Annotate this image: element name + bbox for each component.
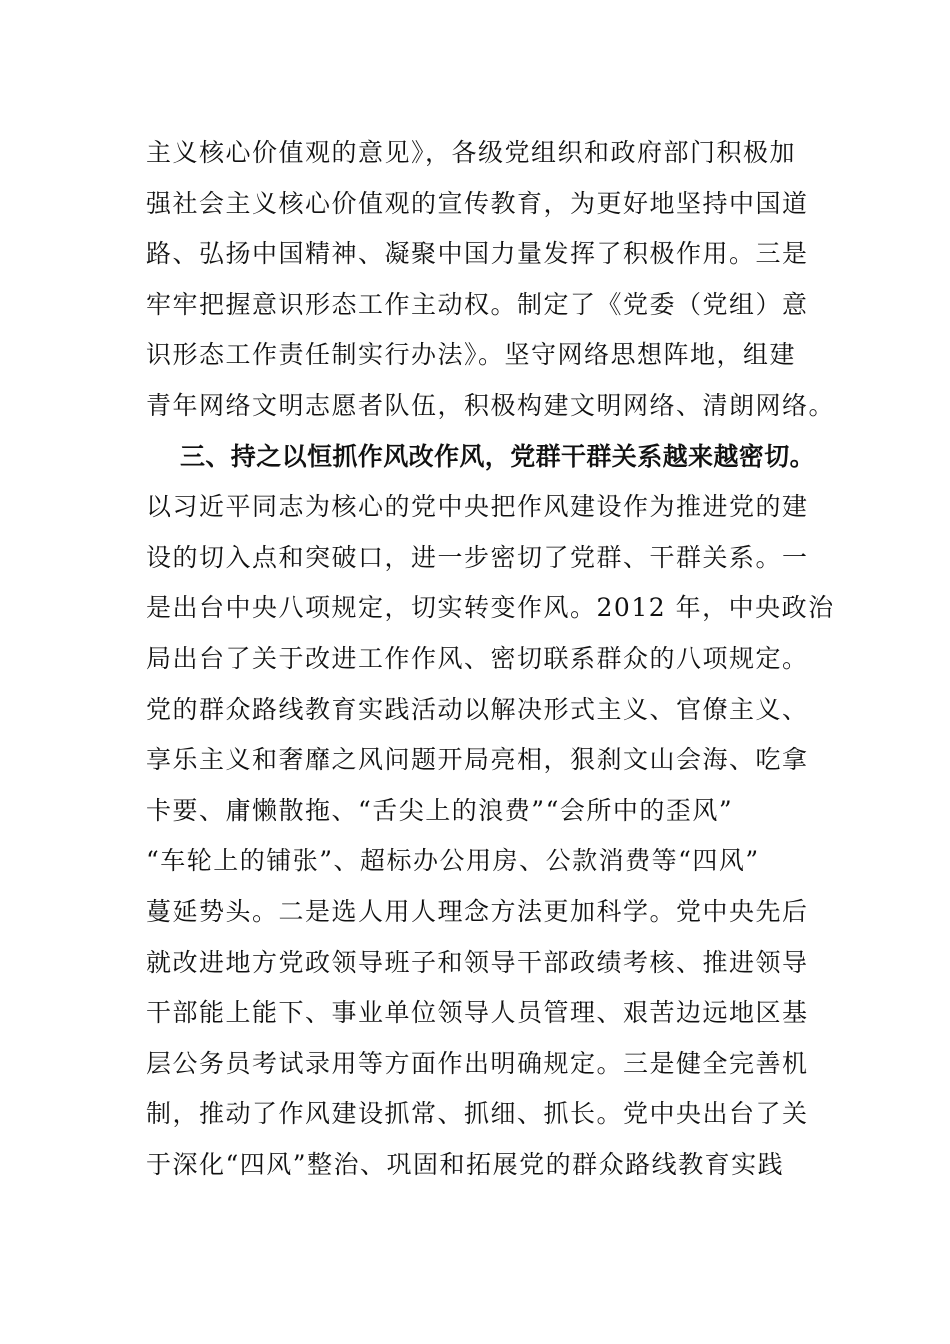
text-line: 青年网络文明志愿者队伍，积极构建文明网络、清朗网络。 <box>146 390 836 420</box>
text-line: 牢牢把握意识形态工作主动权。制定了《党委（党组）意 <box>146 289 809 319</box>
document-body <box>146 128 836 1190</box>
text-line: 路、弘扬中国精神、凝聚中国力量发挥了积极作用。三是 <box>146 239 809 269</box>
text-line: 层公务员考试录用等方面作出明确规定。三是健全完善机 <box>146 1048 809 1078</box>
text-line: 局出台了关于改进工作作风、密切联系群众的八项规定。 <box>146 643 809 673</box>
text-line: 卡要、庸懒散拖、“舌尖上的浪费”“会所中的歪风” <box>146 795 734 825</box>
text-line: 制，推动了作风建设抓常、抓细、抓长。党中央出台了关 <box>146 1099 809 1129</box>
text-line: “车轮上的铺张”、超标办公用房、公款消费等“四风” <box>146 846 760 876</box>
section-heading: 三、持之以恒抓作风改作风，党群干群关系越来越密切。 <box>180 441 816 471</box>
text-line: 党的群众路线教育实践活动以解决形式主义、官僚主义、 <box>146 694 809 724</box>
text-line: 以习近平同志为核心的党中央把作风建设作为推进党的建 <box>146 492 809 522</box>
text-line: 蔓延势头。二是选人用人理念方法更加科学。党中央先后 <box>146 896 809 926</box>
text-line: 就改进地方党政领导班子和领导干部政绩考核、推进领导 <box>146 947 809 977</box>
text-line: 设的切入点和突破口，进一步密切了党群、干群关系。一 <box>146 542 809 572</box>
text-line: 干部能上能下、事业单位领导人员管理、艰苦边远地区基 <box>146 998 809 1028</box>
text-line: 是出台中央八项规定，切实转变作风。2012 年，中央政治 <box>146 593 835 623</box>
text-line: 识形态工作责任制实行办法》。坚守网络思想阵地，组建 <box>146 340 797 370</box>
text-line: 主义核心价值观的意见》，各级党组织和政府部门积极加 <box>146 138 797 167</box>
text-line: 享乐主义和奢靡之风问题开局亮相，狠刹文山会海、吃拿 <box>146 745 809 775</box>
text-line: 强社会主义核心价值观的宣传教育，为更好地坚持中国道 <box>146 188 809 218</box>
text-line: 于深化“四风”整治、巩固和拓展党的群众路线教育实践 <box>146 1149 785 1179</box>
